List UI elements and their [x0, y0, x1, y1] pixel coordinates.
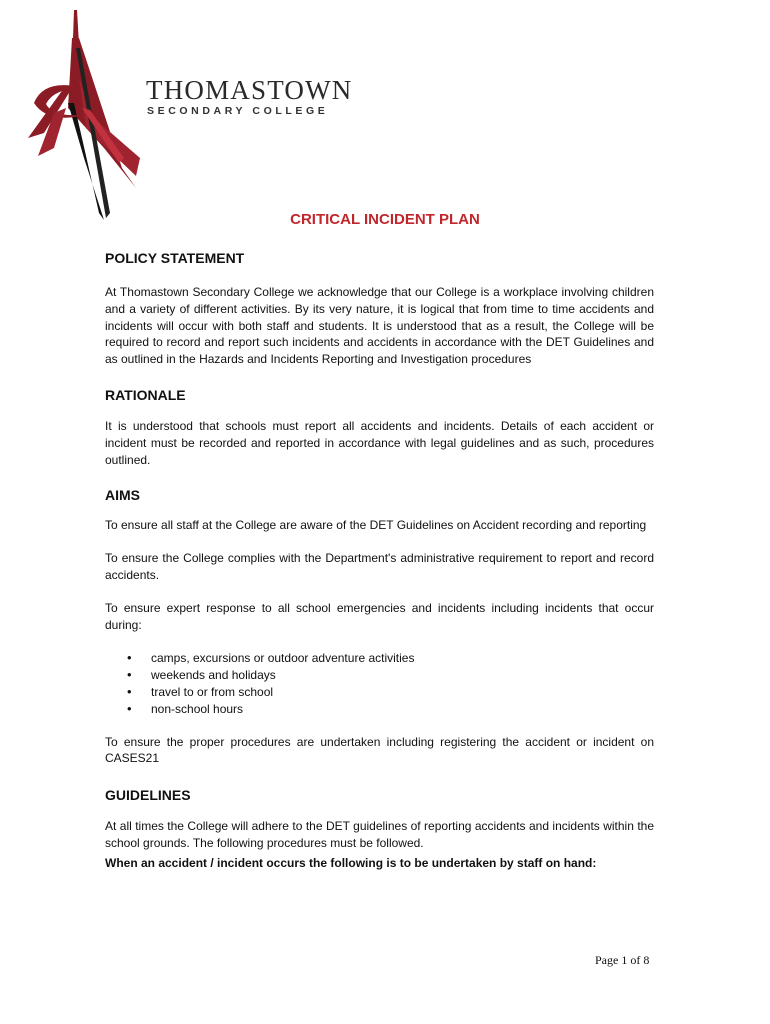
policy-heading: POLICY STATEMENT [105, 250, 245, 266]
school-name: THOMASTOWN [146, 75, 353, 105]
document-title: CRITICAL INCIDENT PLAN [290, 211, 480, 228]
rationale-paragraph: It is understood that schools must report all accidents and incidents. Details of each accident or incident must be recorded and reported in accordance with legal guidelines and as such, procedures outlined. [105, 418, 654, 467]
page-number: Page 1 of 8 [595, 953, 650, 967]
aims-paragraph-3: To ensure expert response to all school emergencies and incidents including incidents that occur during: [105, 600, 654, 632]
aims-bullet-list [105, 650, 654, 717]
list-item: • travel to or from school [105, 684, 654, 701]
aims-heading: AIMS [105, 487, 140, 504]
list-item: • non-school hours [105, 701, 654, 718]
aims-paragraph-2: To ensure the College complies with the Department's administrative requirement to report and record accidents. [105, 551, 654, 582]
aims-paragraph-4: To ensure the proper procedures are undertaken including registering the accident or incident on CASES21 [105, 734, 654, 766]
document-body [105, 247, 654, 872]
guidelines-bold-line: When an accident / incident occurs the following is to be undertaken by staff on hand: [105, 855, 597, 870]
school-subtitle: SECONDARY COLLEGE [147, 105, 329, 117]
logo-spire [28, 10, 140, 220]
list-item: • weekends and holidays [105, 667, 654, 684]
guidelines-heading: GUIDELINES [105, 787, 191, 804]
rationale-heading: RATIONALE [105, 386, 186, 403]
college-logo [24, 8, 144, 223]
list-item: • camps, excursions or outdoor adventure activities [105, 650, 654, 667]
aims-paragraph-1: To ensure all staff at the College are aware of the DET Guidelines on Accident recording and reporting [105, 518, 647, 533]
guidelines-paragraph: At all times the College will adhere to the DET guidelines of reporting accidents and incidents within the school grounds. The following procedures must be followed. [105, 819, 654, 850]
policy-paragraph: At Thomastown Secondary College we acknowledge that our College is a workplace involving children and a variety of different activities. By its very nature, it is logical that from time to time accidents and incidents will occur with both staff and students. It is understood that as a result, the College will be required to record and report such incidents and accidents in accordance with the DET Guidelines and as outlined in the Hazards and Incidents Reporting and Investigation procedures [105, 285, 654, 367]
